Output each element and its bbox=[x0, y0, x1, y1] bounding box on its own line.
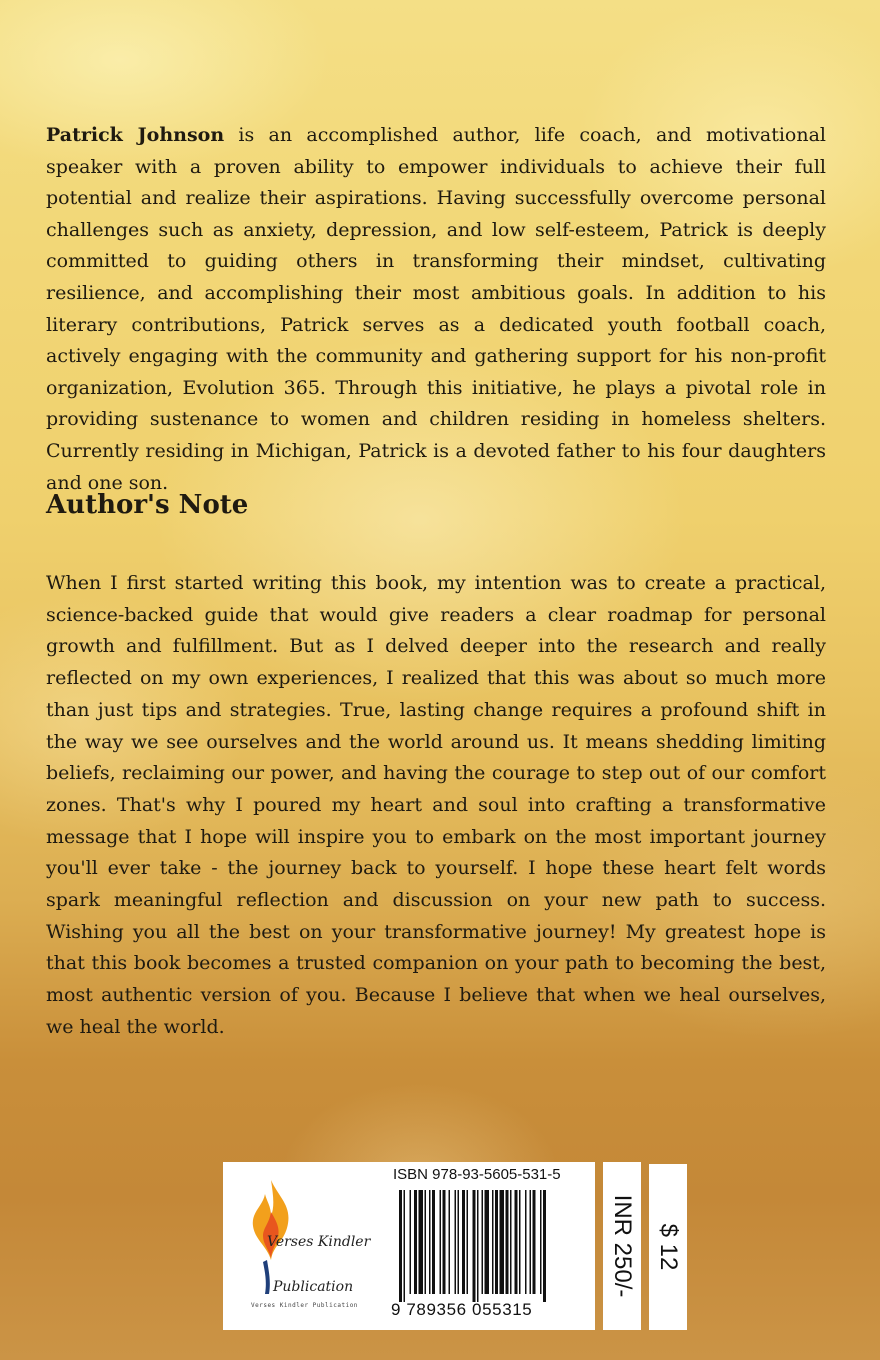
publisher-small-text: Verses Kindler Publication bbox=[251, 1302, 358, 1309]
author-bio-text: is an accomplished author, life coach, and motivational speaker with a proven ability to empower individuals to achieve their full potential and realize their aspirations. Having successfully overcome personal challenges such as anxiety, depression, and low self-esteem, Patrick is deeply committed to guiding others in transforming their mindset, cultivating resilience, and accomplishing their most ambitious goals. In addition to his literary contributions, Patrick serves as a dedicated youth football coach, actively engaging with the community and gathering support for his non-profit organization, Evolution 365. Through this initiative, he plays a pivotal role in providing sustenance to women and children residing in homeless shelters. Currently residing in Michigan, Patrick is a devoted father to his four daughters and one son. bbox=[46, 124, 826, 494]
authors-note-heading: Author's Note bbox=[46, 490, 249, 520]
price-inr-box bbox=[603, 1162, 641, 1330]
publisher-logo bbox=[223, 1162, 389, 1330]
price-usd: $ 12 bbox=[655, 1223, 682, 1271]
authors-note-text: When I first started writing this book, my intention was to create a practical, science-backed guide that would give readers a clear roadmap for personal growth and fulfillment. But as I delved deeper into the research and really reflected on my own experiences, I realized that this was about so much more than just tips and strategies. True, lasting change requires a profound shift in the way we see ourselves and the world around us. It means shedding limiting beliefs, reclaiming our power, and having the courage to step out of our comfort zones. That's why I poured my heart and soul into crafting a transformative message that I hope will inspire you to embark on the most important journey you'll ever take - the journey back to yourself. I hope these heart felt words spark meaningful reflection and discussion on your new path to success. Wishing you all the best on your transformative journey! My greatest hope is that this book becomes a trusted companion on your path to becoming the best, most authentic version of you. Because I believe that when we heal ourselves, we heal the world. bbox=[46, 572, 826, 1038]
isbn-barcode bbox=[389, 1162, 595, 1330]
price-usd-box bbox=[649, 1164, 687, 1330]
author-name: Patrick Johnson bbox=[46, 124, 225, 146]
isbn-digits: 9 789356 055315 bbox=[391, 1300, 533, 1319]
price-inr: INR 250/- bbox=[609, 1194, 636, 1298]
barcode-bars bbox=[399, 1190, 585, 1302]
author-bio bbox=[46, 120, 826, 499]
isbn-label: ISBN 978-93-5605-531-5 bbox=[393, 1166, 561, 1183]
publisher-name-line1: Verses Kindler bbox=[267, 1234, 371, 1250]
publisher-name-line2: Publication bbox=[273, 1279, 354, 1295]
